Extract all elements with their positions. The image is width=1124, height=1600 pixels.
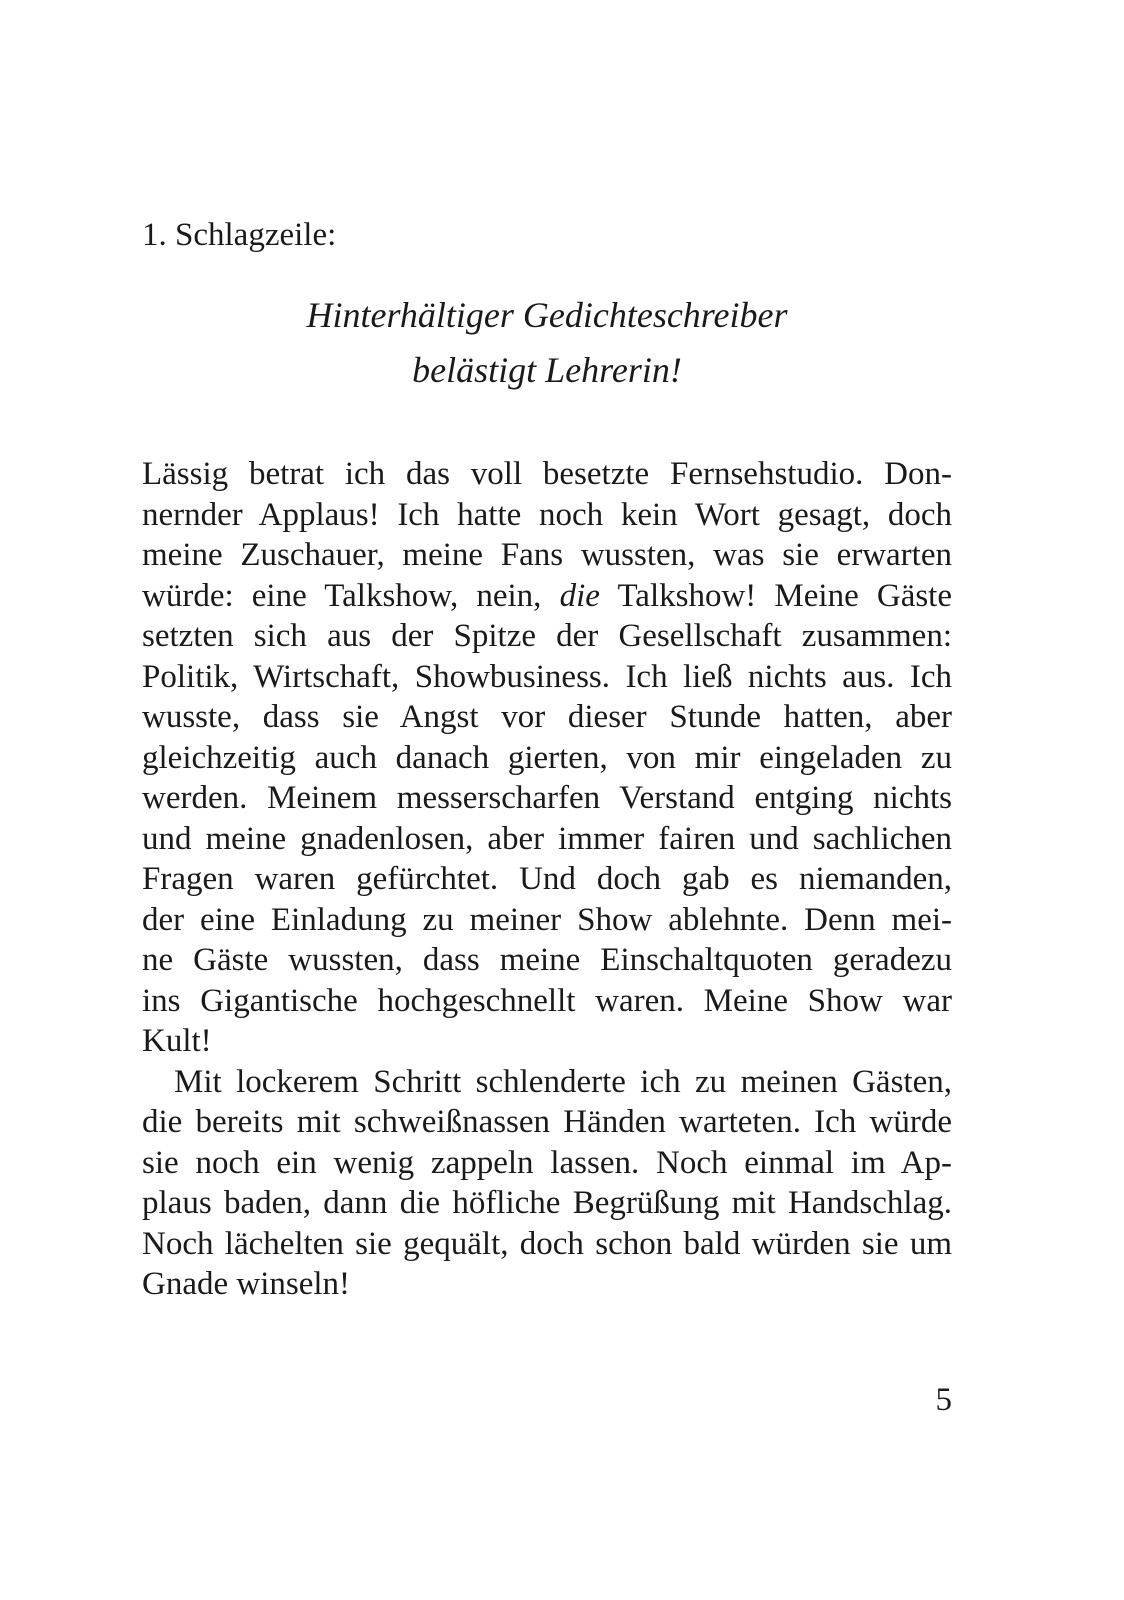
headline-line-2: belästigt Lehrerin!: [412, 350, 682, 390]
paragraph-1-line-15: Kult!: [142, 1023, 212, 1059]
headline-line-1: Hinterhältiger Gedichteschreiber: [306, 295, 788, 335]
paragraph-1-line-2: nernder Applaus! Ich hatte noch kein Wort gesagt, doch: [142, 496, 952, 533]
paragraph-2-line-3: sie noch ein wenig zappeln lassen. Noch einmal im Ap-: [142, 1144, 952, 1181]
paragraph-1-line-4-end: Talkshow! Meine Gäste: [617, 577, 952, 614]
paragraph-1-line-1: Lässig betrat ich das voll besetzte Fernsehstudio. Don-: [142, 456, 952, 492]
paragraph-1-line-14: ins Gigantische hochgeschnellt waren. Meine Show war: [142, 982, 952, 1019]
paragraph-2-line-5: Noch lächelten sie gequält, doch schon bald würden sie um: [142, 1225, 952, 1262]
section-label: 1. Schlagzeile:: [142, 217, 337, 253]
paragraph-1-line-5: setzten sich aus der Spitze der Gesellschaft zusammen:: [142, 618, 952, 654]
paragraph-1-line-4-start: würde: eine Talkshow, nein,: [142, 577, 542, 614]
paragraph-1-line-11: Fragen waren gefürchtet. Und doch gab es niemanden,: [142, 861, 952, 897]
paragraph-1-line-13: ne Gäste wussten, dass meine Einschaltquoten geradezu: [142, 942, 952, 978]
paragraph-1-line-12: der eine Einladung zu meiner Show ablehnte. Denn mei-: [142, 901, 952, 938]
paragraph-1-line-7: wusste, dass sie Angst vor dieser Stunde hatten, aber: [142, 699, 952, 735]
paragraph-1-line-4: [142, 576, 952, 617]
paragraph-1-line-6: Politik, Wirtschaft, Showbusiness. Ich ließ nichts aus. Ich: [142, 658, 952, 695]
paragraph-1-line-3: meine Zuschauer, meine Fans wussten, was sie erwarten: [142, 537, 952, 573]
paragraph-1-line-9: werden. Meinem messerscharfen Verstand entging nichts: [142, 780, 952, 816]
paragraph-2-line-2: die bereits mit schweißnassen Händen warteten. Ich würde: [142, 1104, 952, 1140]
body-text: [142, 454, 952, 1305]
paragraph-1-line-8: gleichzeitig auch danach gierten, von mir eingeladen zu: [142, 739, 952, 776]
paragraph-2-line-4: plaus baden, dann die höfliche Begrüßung mit Handschlag.: [142, 1185, 952, 1221]
paragraph-1-line-10: und meine gnadenlosen, aber immer fairen und sachlichen: [142, 820, 952, 857]
paragraph-2-line-6: Gnade winseln!: [142, 1266, 351, 1302]
page-number: 5: [935, 1382, 952, 1418]
paragraph-2-line-1: Mit lockerem Schritt schlenderte ich zu meinen Gästen,: [174, 1063, 952, 1100]
emphasis-die: die: [559, 577, 600, 614]
